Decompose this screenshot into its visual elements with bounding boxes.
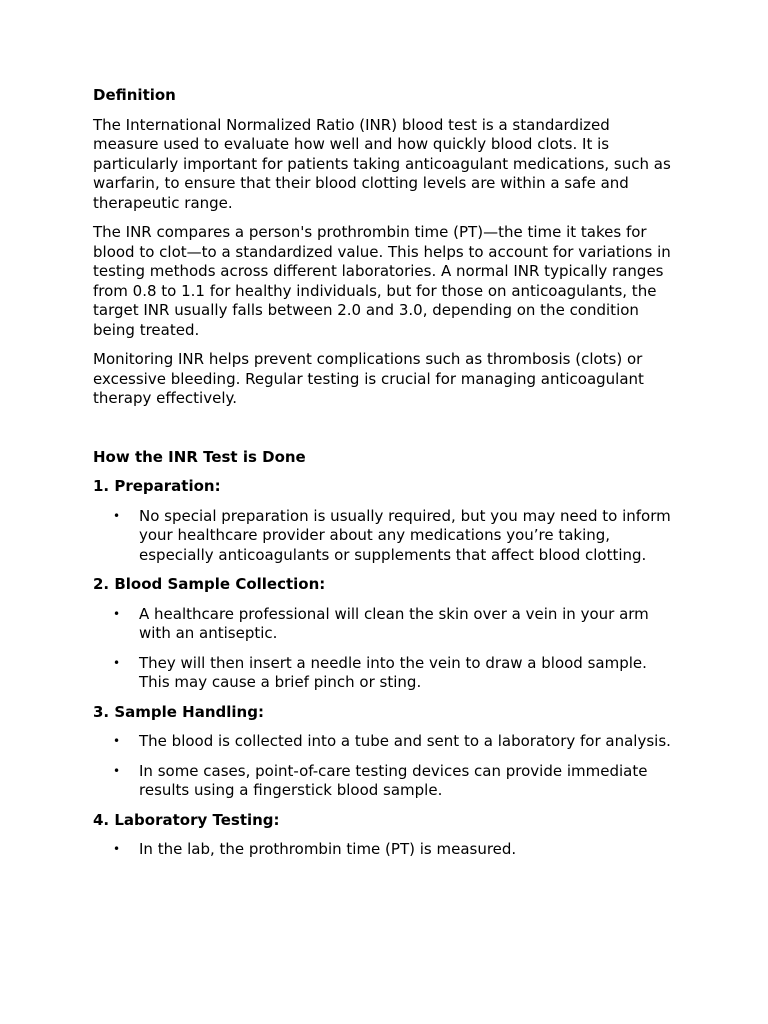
step-list-blood-sample-collection: [93, 605, 678, 693]
definition-heading: Definition: [93, 86, 176, 104]
step-title-sample-handling: 3. Sample Handling:: [93, 702, 264, 721]
bullet-icon: •: [113, 655, 121, 670]
step-title-blood-sample-collection: 2. Blood Sample Collection:: [93, 575, 326, 593]
definition-paragraph: The INR compares a person's prothrombin time (PT)—the time it takes for blood to clot—to a standardized value. This helps to account for variations in testing methods across different laboratories. A normal INR typically ranges from 0.8 to 1.1 for healthy individuals, but for those on anticoagulants, the target INR usually falls between 2.0 and 3.0, depending on the condition being treated.: [93, 223, 671, 339]
bullet-icon: •: [113, 606, 121, 621]
definition-paragraph: The International Normalized Ratio (INR) blood test is a standardized measure used to evaluate how well and how quickly blood clots. It is particularly important for patients taking anticoagulant medications, such as warfarin, to ensure that their blood clotting levels are within a safe and therapeutic range.: [93, 115, 671, 212]
list-item: • In some cases, point-of-care testing devices can provide immediate results using a fingerstick blood sample.: [113, 761, 648, 799]
list-item: • The blood is collected into a tube and sent to a laboratory for analysis.: [113, 732, 671, 750]
step-title-preparation: 1. Preparation:: [93, 477, 221, 495]
step-list-sample-handling: [93, 732, 678, 801]
step-title-laboratory-testing: 4. Laboratory Testing:: [93, 810, 280, 829]
bullet-icon: •: [113, 734, 121, 748]
bullet-icon: •: [113, 508, 121, 523]
list-item: • No special preparation is usually required, but you may need to inform your healthcare provider about any medications you’re taking, especially anticoagulants or supplements that affect blood clotting.: [113, 506, 671, 564]
list-item: • In the lab, the prothrombin time (PT) is measured.: [113, 840, 517, 858]
step-list-preparation: [93, 507, 678, 566]
bullet-icon: •: [113, 763, 121, 778]
step-list-laboratory-testing: [93, 840, 678, 860]
bullet-icon: •: [113, 842, 121, 856]
document-content: [93, 86, 678, 860]
procedure-heading: How the INR Test is Done: [93, 447, 306, 466]
list-item: • They will then insert a needle into the vein to draw a blood sample. This may cause a brief pinch or sting.: [113, 653, 647, 691]
definition-paragraph: Monitoring INR helps prevent complications such as thrombosis (clots) or excessive bleeding. Regular testing is crucial for managing anticoagulant therapy effectively.: [93, 350, 644, 407]
list-item: • A healthcare professional will clean the skin over a vein in your arm with an antiseptic.: [113, 604, 649, 642]
